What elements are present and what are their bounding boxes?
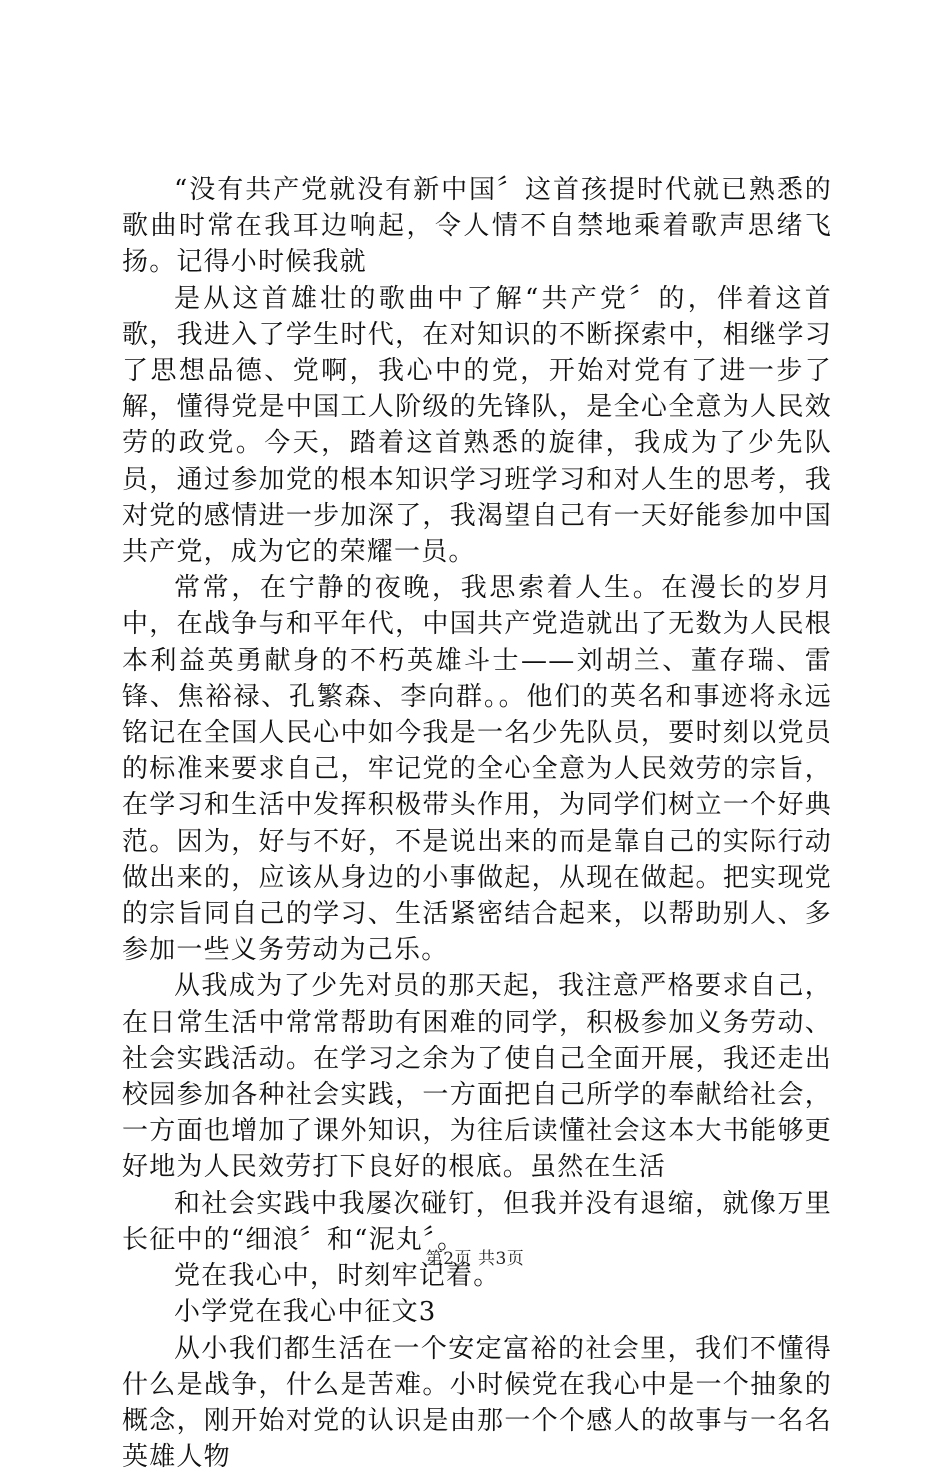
paragraph: 和社会实践中我屡次碰钉，但我并没有退缩，就像万里长征中的“细浪〞和“泥丸〞。 — [122, 1186, 832, 1258]
paragraph: 是从这首雄壮的歌曲中了解“共产党〞的，伴着这首歌，我进入了学生时代，在对知识的不断探索中，相继学习了思想品德、党啊，我心中的党，开始对党有了进一步了解，懂得党是中国工人阶级的先锋队，是全心全意为人民效劳的政党。今天，踏着这首熟悉的旋律，我成为了少先队员，通过参加党的根本知识学习班学习和对人生的思考，我对党的感情进一步加深了，我渴望自己有一天好能参加中国共产党，成为它的荣耀一员。 — [122, 281, 832, 571]
paragraph: 常常，在宁静的夜晚，我思索着人生。在漫长的岁月中，在战争与和平年代，中国共产党造就出了无数为人民根本利益英勇献身的不朽英雄斗士——刘胡兰、董存瑞、雷锋、焦裕禄、孔繁森、李向群。。他们的英名和事迹将永远铭记在全国人民心中如今我是一名少先队员，要时刻以党员的标准来要求自己，牢记党的全心全意为人民效劳的宗旨，在学习和生活中发挥积极带头作用，为同学们树立一个好典范。因为，好与不好，不是说出来的而是靠自己的实际行动做出来的，应该从身边的小事做起，从现在做起。把实现党的宗旨同自己的学习、生活紧密结合起来，以帮助别人、多参加一些义务劳动为己乐。 — [122, 570, 832, 968]
paragraph: “没有共产党就没有新中国〞这首孩提时代就已熟悉的歌曲时常在我耳边响起，令人情不自禁地乘着歌声思绪飞扬。记得小时候我就 — [122, 172, 832, 281]
page-number-footer: 第2页 共3页 — [0, 1244, 950, 1269]
document-body — [122, 172, 832, 1475]
paragraph: 党在我心中，时刻牢记着。 — [122, 1258, 832, 1294]
paragraph: 从小我们都生活在一个安定富裕的社会里，我们不懂得什么是战争，什么是苦难。小时候党在我心中是一个抽象的概念，刚开始对党的认识是由那一个个感人的故事与一名名英雄人物 — [122, 1331, 832, 1475]
section-heading: 小学党在我心中征文3 — [122, 1294, 832, 1330]
paragraph: 从我成为了少先对员的那天起，我注意严格要求自己，在日常生活中常常帮助有困难的同学，积极参加义务劳动、社会实践活动。在学习之余为了使自己全面开展，我还走出校园参加各种社会实践，一方面把自己所学的奉献给社会，一方面也增加了课外知识，为往后读懂社会这本大书能够更好地为人民效劳打下良好的根底。虽然在生活 — [122, 968, 832, 1185]
